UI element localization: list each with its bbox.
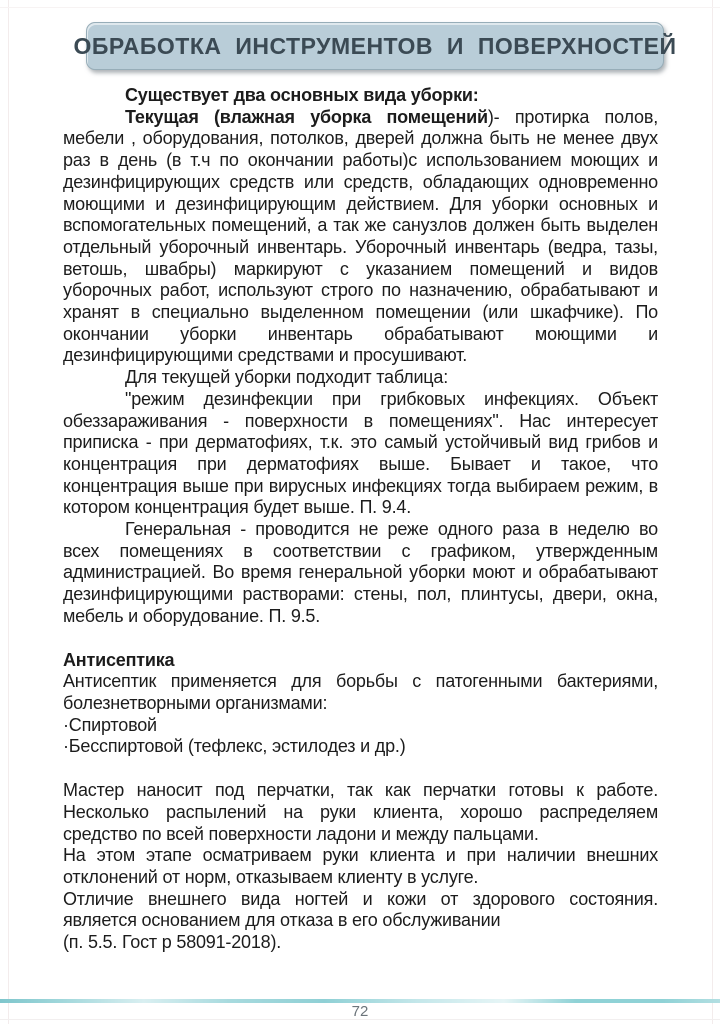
text-segment: Генеральная - проводится не реже одного раза в неделю во всех помещениях в соответствии с графиком, утвержденным администрацией. Во время генеральной уборки моют и обрабатывают дезинфицирующими растворами: стены, пол, плинтусы, двери, окна, мебель и оборудование. П. 9.5. <box>63 519 658 626</box>
page-border-left <box>8 0 9 1024</box>
bold-text-segment: Антисептика <box>63 649 175 670</box>
text-segment: )- протирка полов, мебели , оборудования, потолков, дверей должна быть не менее двух раз в день (в т.ч по окончании работы)с использованием моющих и дезинфицирующих средств или средств, обладающих одновременно моющими и дезинфицирующим действием. Для уборки основных и вспомогательных помещений, а так же санузлов должен быть выделен отдельный уборочный инвентарь. Уборочный инвентарь (ведра, тазы, ветошь, швабры) маркируют с указанием помещений и видов уборочных работ, используют строго по назначению, обрабатывают и хранят в специально выделенном помещении (или шкафчике). По окончании уборки инвентарь обрабатывают моющими и дезинфицирующими средствами и просушивают. <box>63 106 659 366</box>
text-segment: Мастер наносит под перчатки, так как перчатки готовы к работе. Несколько распылений на руки клиента, хорошо распределяем средство по всей поверхности ладони и между пальцами. <box>63 780 658 844</box>
disinfection-mode-paragraph <box>63 389 658 519</box>
section-title: ОБРАБОТКА ИНСТРУМЕНТОВ И ПОВЕРХНОСТЕЙ <box>73 32 677 59</box>
bullet-alcohol-free <box>63 736 658 758</box>
section-title-banner <box>73 22 677 70</box>
text-segment: ·Спиртовой <box>63 714 157 735</box>
text-segment: Антисептик применяется для борьбы с патогенными бактериями, болезнетворными организмами: <box>63 671 658 713</box>
text-segment: ·Бесспиртовой (тефлекс, эстилодез и др.) <box>63 736 406 757</box>
intro-heading <box>63 85 658 107</box>
text-segment: (п. 5.5. Гост р 58091-2018). <box>63 932 282 953</box>
refusal-paragraph <box>63 889 658 932</box>
text-segment: На этом этапе осматриваем руки клиента и при наличии внешних отклонений от норм, отказываем клиенту в услуге. <box>63 845 658 887</box>
bold-text-segment: Существует два основных вида уборки: <box>125 85 479 105</box>
antiseptic-heading <box>63 650 658 672</box>
blank-line <box>63 628 658 650</box>
application-paragraph <box>63 780 658 845</box>
bullet-alcohol <box>63 715 658 737</box>
page-border-top <box>0 7 720 8</box>
blank-line <box>63 758 658 780</box>
inspection-paragraph <box>63 845 658 888</box>
text-segment: Отличие внешнего вида ногтей и кожи от здорового состояния. является основанием для отказа в его обслуживании <box>63 888 658 931</box>
table-note <box>63 367 658 389</box>
current-cleaning-paragraph <box>63 107 658 367</box>
text-segment: "режим дезинфекции при грибковых инфекциях. Объект обеззараживания - поверхности в помещениях". Нас интересует приписка - при дерматофиях, т.к. это самый устойчивый вид грибов и концентрация при дерматофиях выше. Бывает и такое, что концентрация выше при вирусных инфекциях тогда выбираем режим, в котором концентрация будет выше. П. 9.4. <box>63 388 658 518</box>
gost-reference <box>63 932 658 954</box>
page-border-right <box>712 0 713 1024</box>
page-number: 72 <box>351 1003 369 1020</box>
antiseptic-intro <box>63 671 658 714</box>
general-cleaning-paragraph <box>63 519 658 628</box>
document-body <box>63 85 658 954</box>
text-segment: Для текущей уборки подходит таблица: <box>125 367 449 388</box>
bold-text-segment: Текущая (влажная уборка помещений <box>125 106 488 127</box>
